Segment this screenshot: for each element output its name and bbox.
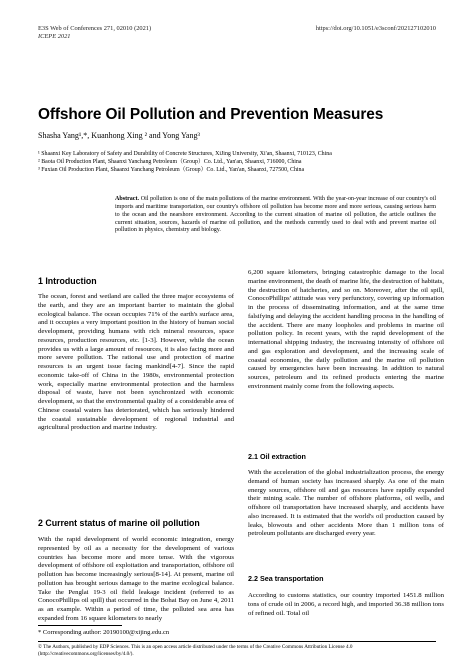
subsection-heading-oil-extraction: 2.1 Oil extraction [248, 452, 306, 461]
abstract-label: Abstract. [115, 196, 140, 202]
section-heading-introduction: 1 Introduction [38, 276, 97, 286]
abstract-text: Oil pollution is one of the main pollutions of the marine environment. With the year-on-year increase of our country's oil imports and maritime transportation, our country's offshore oil pollution has become more and more serious, causing serious harm to the ocean and the nearshore environment. According to the current situation of marine oil pollution, the article outlines the current situation, sources, hazards of marine oil pollution, and the methods currently used to deal with and prevent marine oil pollution in physics, chemistry and biology. [115, 196, 436, 234]
doi-link[interactable]: https://doi.org/10.1051/e3sconf/202127102010 [315, 25, 436, 32]
oil-extraction-text: With the acceleration of the global industrialization process, the energy demand of human society has increased sharply. As one of the main energy sources, offshore oil and gas resources have rapidly expanded their mining scale. The number of offshore platforms, oil wells, and offshore oil transportation have increased sharply, and accidents have also increased. It is estimated that the world's oil production caused by leaks, blowouts and other accidents More than 1 million tons of petroleum pollutants are discharged every year. [248, 469, 444, 538]
conference-name: ICEPE 2021 [38, 33, 71, 40]
subsection-heading-sea-transportation: 2.2 Sea transportation [248, 574, 324, 583]
section-heading-current-status: 2 Current status of marine oil pollution [38, 518, 200, 528]
affiliation-3: ³ Fuxian Oil Production Plant, Shaanxi Yanchang Petroleum（Group）Co. Ltd., Yan'an, Shaanxi, 727500, China [38, 167, 305, 173]
corresponding-author-footnote: * Corresponding author: 20190100@xijing.edu.cn [38, 629, 170, 636]
footnote-divider [38, 625, 122, 626]
paper-title: Offshore Oil Pollution and Prevention Measures [38, 106, 384, 123]
sea-transportation-text: According to customs statistics, our country imported 1451.8 million tons of crude oil in 2006, a record high, and imported 36.38 million tons of refined oil. Total oil [248, 592, 444, 617]
license-notice: © The Authors, published by EDP Sciences. This is an open access article distributed under the terms of the Creative Commons Attribution License 4.0 (http://creativecommons.org/licenses/by/4.0/). [38, 644, 353, 657]
introduction-text: The ocean, forest and wetland are called the three major ecosystems of the earth, and they are an important barrier to maintain the global ecological balance. The ocean occupies 71% of the earth's surface area, and it occupies a very important position in the history of human social development, providing humans with rich mineral resources, space resources, production resources, etc. [1-3]. However, while the ocean provides us with a large amount of resources, it is also facing more and more severe pollution. The rational use and protection of marine resources is an urgent issue facing mankind[4-7]. Since the rapid economic take-off of China in the 1980s, environmental protection work, especially marine environmental protection and the harmless disposal of waste, have not been synchronized with economic development, so that the environmental quality of a considerable area of Chinese coastal waters has deteriorated, which has seriously hindered the coastal sustainable development of regional industrial and agricultural production and marine industry. [38, 293, 234, 432]
current-status-text: With the rapid development of world economic integration, energy represented by oil as a necessity for the development of various countries has become more and more tense. With the vigorous development of offshore oil exploitation and transportation, offshore oil pollution has become increasingly serious[8-14]. At present, marine oil pollution has brought serious damage to the marine ecological balance. Take the Penglai 19-3 oil field leakage incident (referred to as ConocoPhillips oil spill) that occurred in the Bohai Bay on June 4, 2011 as an example. Within a period of time, the polluted sea area has expanded from 16 square kilometers to nearly [38, 536, 234, 622]
affiliation-2: ² Baota Oil Production Plant, Shaanxi Yanchang Petroleum（Group）Co. Ltd., Yan'an, Shaanxi, 716000, China [38, 159, 302, 165]
current-status-continued-text: 6,200 square kilometers, bringing catastrophic damage to the local marine environment, the death of marine life, the destruction of habitats, the destruction of hatcheries, and so on. Moreover, after the oil spill, ConocoPhillips' attitude was very perfunctory, covering up information in the process of disseminating information, and at the same time falsifying and delaying the accident handling process in the handling of the accident. There are many loopholes and problems in marine oil pollution policy. In recent years, with the rapid development of the international shipping industry, the increasing intensity of offshore oil and gas exploration and development, and the increasing scale of coastal economies, the daily pollution and the marine oil pollution caused by emergencies have been increasing. In addition to natural sources, petroleum and its refined products entering the marine environment mainly come from the following aspects. [248, 269, 444, 390]
author-list: Shasha Yang¹,*, Kuanhong Xing ² and Yong Yang³ [38, 131, 200, 140]
license-divider [38, 641, 436, 642]
journal-citation: E3S Web of Conferences 271, 02010 (2021) [38, 25, 152, 32]
affiliation-1: ¹ Shaanxi Key Laboratory of Safety and Durability of Concrete Structures, XiJing University, Xi'an, Shaanxi, 710123, China [38, 151, 332, 157]
abstract [115, 196, 436, 235]
